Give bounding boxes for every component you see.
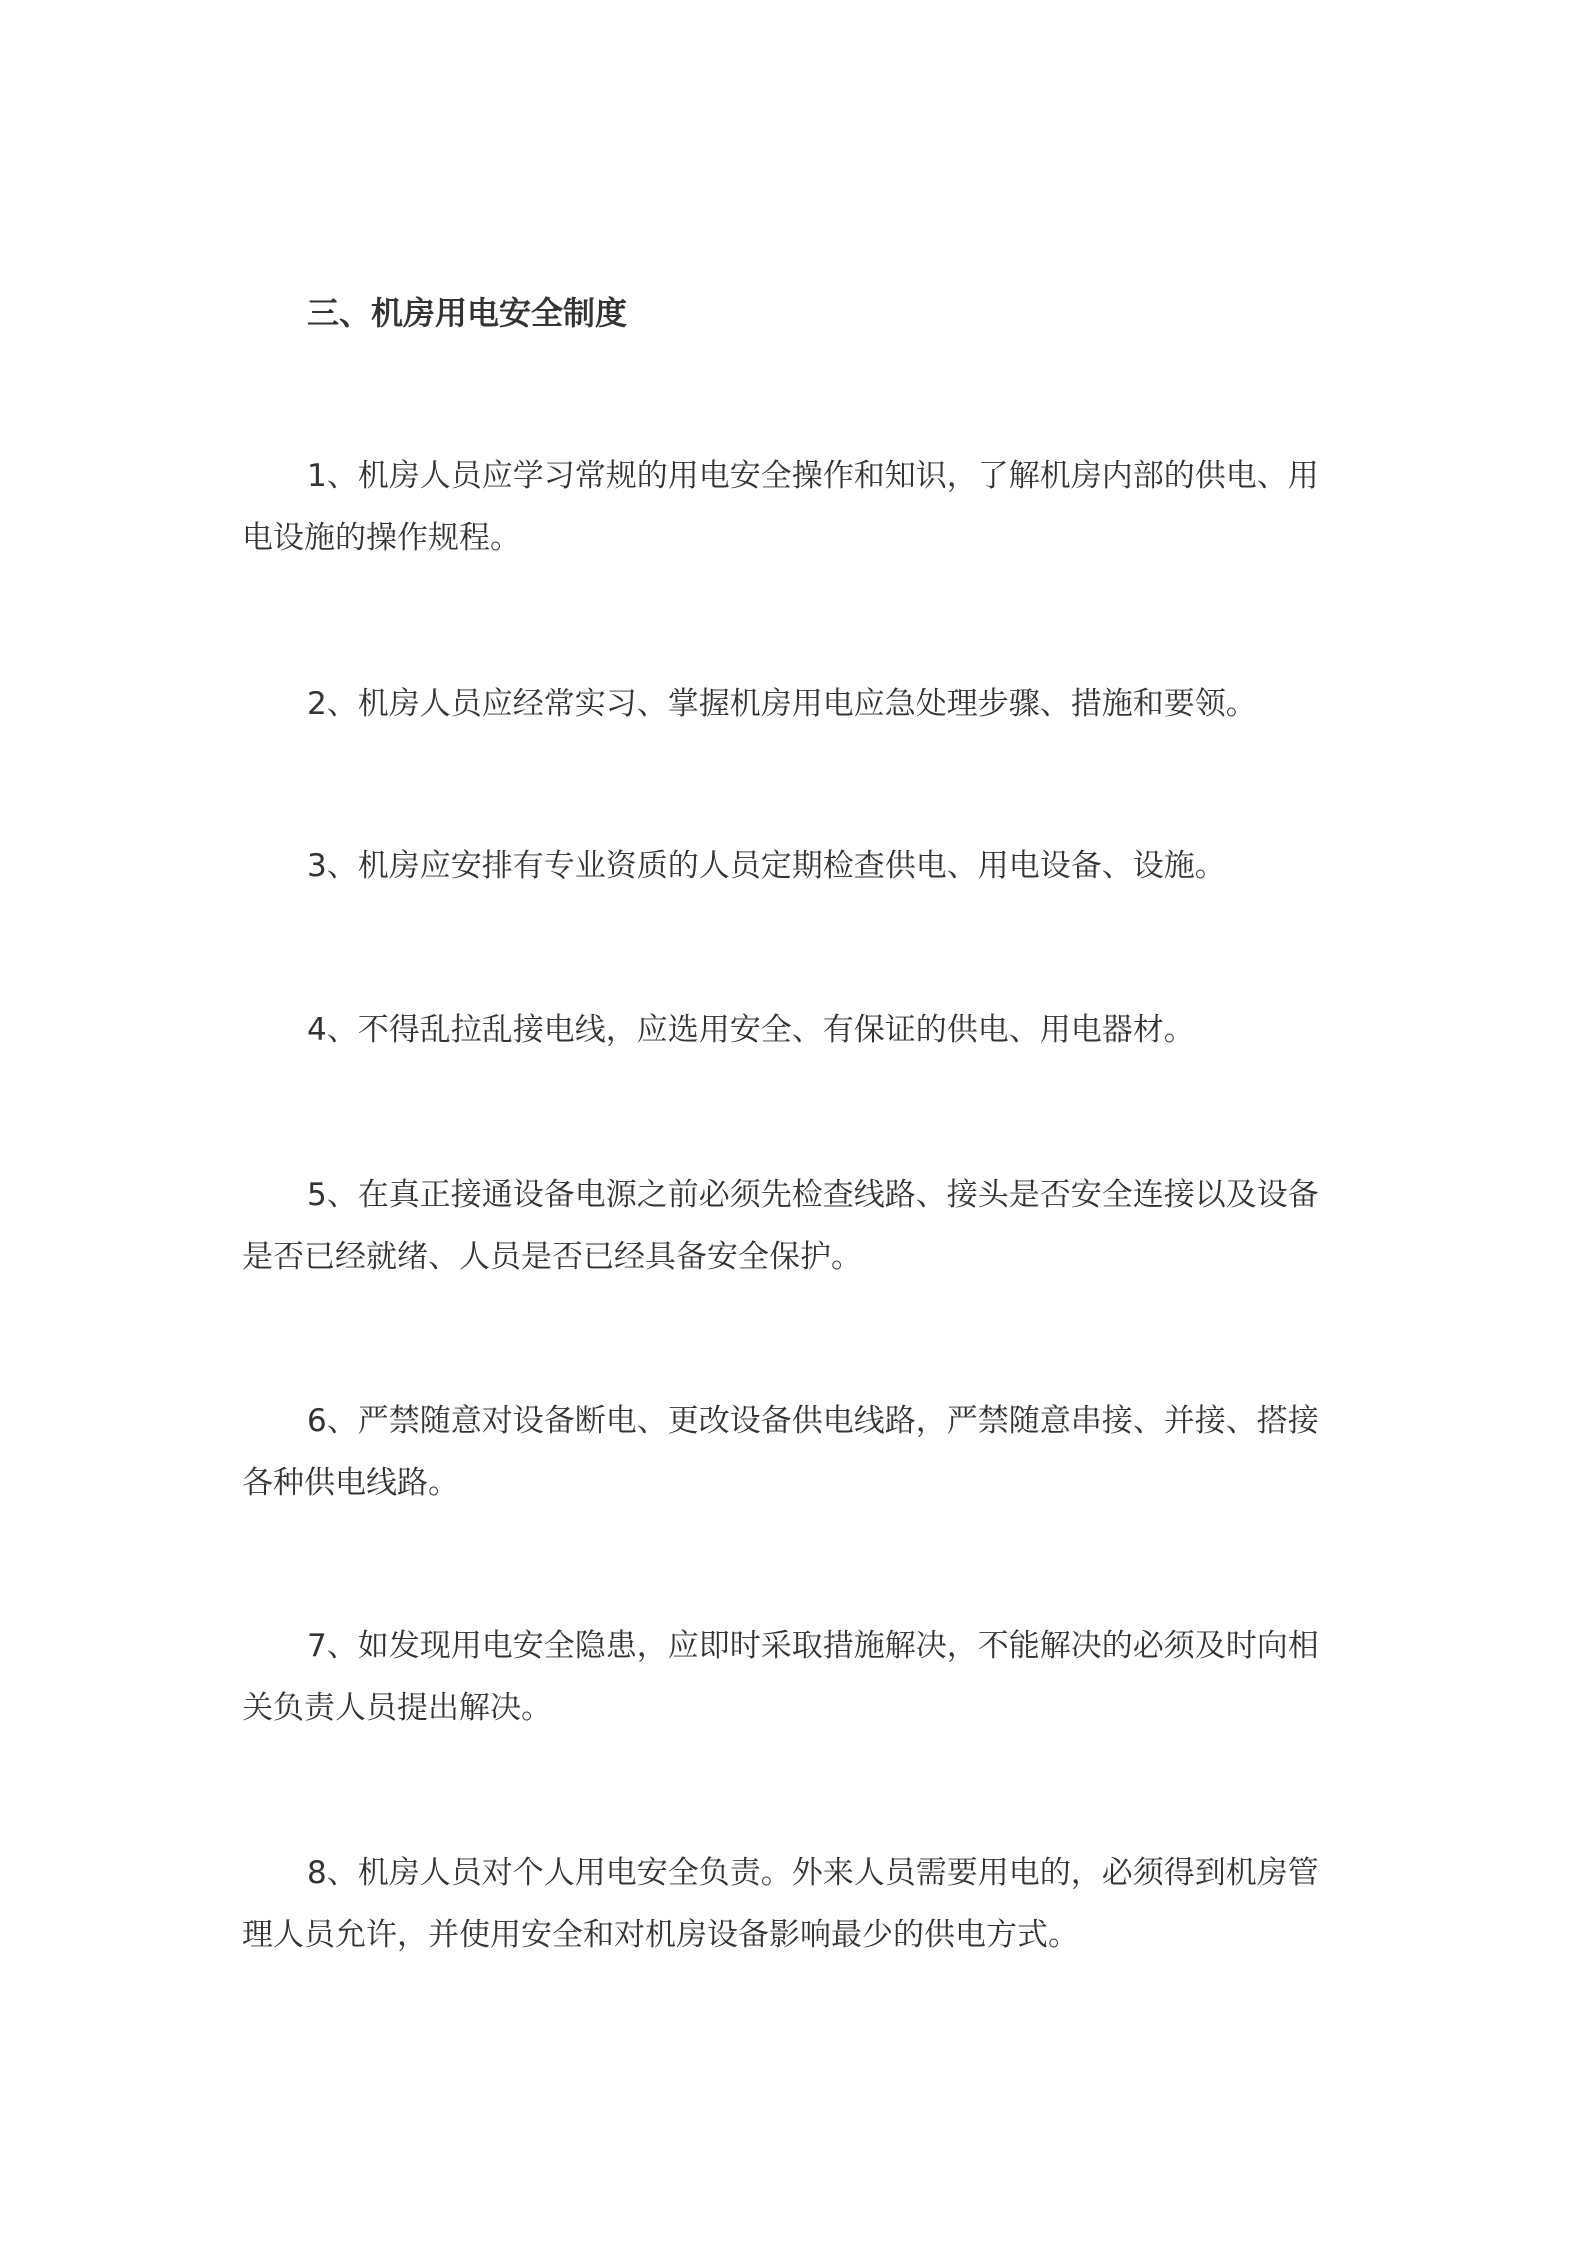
paragraph-5 bbox=[242, 1164, 1362, 1288]
paragraph-line: 各种供电线路。 bbox=[242, 1465, 459, 1501]
paragraph-line: 1、机房人员应学习常规的用电安全操作和知识，了解机房内部的供电、用 bbox=[307, 458, 1319, 494]
paragraph-line: 6、严禁随意对设备断电、更改设备供电线路，严禁随意串接、并接、搭接 bbox=[307, 1403, 1319, 1439]
paragraph-line: 5、在真正接通设备电源之前必须先检查线路、接头是否安全连接以及设备 bbox=[307, 1177, 1319, 1213]
paragraph-line: 2、机房人员应经常实习、掌握机房用电应急处理步骤、措施和要领。 bbox=[307, 686, 1257, 722]
paragraph-line: 4、不得乱拉乱接电线，应选用安全、有保证的供电、用电器材。 bbox=[307, 1012, 1195, 1048]
paragraph-line: 理人员允许，并使用安全和对机房设备影响最少的供电方式。 bbox=[242, 1917, 1079, 1953]
paragraph-line: 是否已经就绪、人员是否已经具备安全保护。 bbox=[242, 1239, 862, 1275]
paragraph-4 bbox=[242, 999, 1362, 1061]
paragraph-line: 8、机房人员对个人用电安全负责。外来人员需要用电的，必须得到机房管 bbox=[307, 1855, 1319, 1891]
paragraph-2 bbox=[242, 673, 1362, 735]
paragraph-line: 电设施的操作规程。 bbox=[242, 520, 521, 556]
section-heading: 三、机房用电安全制度 bbox=[307, 294, 628, 332]
paragraph-3 bbox=[242, 835, 1362, 897]
paragraph-line: 7、如发现用电安全隐患，应即时采取措施解决，不能解决的必须及时向相 bbox=[307, 1628, 1319, 1664]
paragraph-line: 关负责人员提出解决。 bbox=[242, 1690, 552, 1726]
paragraph-8 bbox=[242, 1842, 1362, 1966]
paragraph-line: 3、机房应安排有专业资质的人员定期检查供电、用电设备、设施。 bbox=[307, 848, 1226, 884]
paragraph-6 bbox=[242, 1390, 1362, 1514]
paragraph-1 bbox=[242, 445, 1362, 569]
paragraph-7 bbox=[242, 1615, 1362, 1739]
